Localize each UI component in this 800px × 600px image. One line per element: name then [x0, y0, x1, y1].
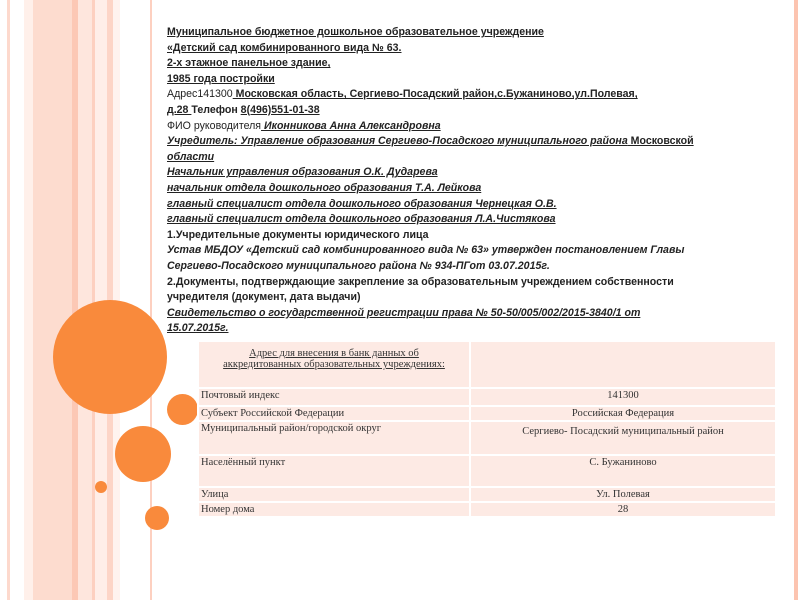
- row-label: Муниципальный район/городской округ: [198, 421, 470, 455]
- row-label: Почтовый индекс: [198, 388, 470, 406]
- decor-circle: [95, 481, 107, 493]
- row-value: С. Бужаниново: [470, 455, 776, 487]
- table-header: Адрес для внесения в банк данных об аккредитованных образовательных учреждениях:: [198, 341, 470, 388]
- decor-circle: [115, 426, 171, 482]
- decor-stripe: [24, 0, 33, 600]
- table-row: [198, 502, 776, 517]
- head-label: ФИО руководителя: [167, 119, 262, 132]
- decor-circle: [145, 506, 169, 530]
- row-label: Населённый пункт: [198, 455, 470, 487]
- certificate-line: Свидетельство о государственной регистрации права № 50-50/005/002/2015-3840/1 от: [167, 306, 641, 319]
- address-house: д.28: [167, 103, 192, 116]
- founder: Учредитель: Управление образования Сергиево-Посадского муниципального района: [167, 135, 628, 148]
- docs-heading-2: 2.Документы, подтверждающие закрепление за образовательным учреждением собственности: [167, 275, 674, 288]
- row-value: 141300: [470, 388, 776, 406]
- table-row: [198, 421, 776, 455]
- org-kindergarten: «Детский сад комбинированного вида № 63.: [167, 41, 402, 54]
- row-label: Субъект Российской Федерации: [198, 406, 470, 421]
- address-value: Московская область, Сергиево-Посадский район,с.Бужаниново,ул.Полевая,: [232, 88, 638, 101]
- address-label: Адрес141300: [167, 88, 233, 101]
- decor-stripe: [78, 0, 92, 600]
- head-name: Иконникова Анна Александровна: [261, 119, 441, 132]
- staff-item: начальник отдела дошкольного образования Т.А. Лейкова: [167, 181, 482, 194]
- docs-heading-1: 1.Учредительные документы юридического лица: [167, 228, 429, 241]
- founder-region: Московской: [627, 135, 694, 148]
- row-value: Ул. Полевая: [470, 487, 776, 502]
- founder-region-cont: области: [167, 150, 215, 163]
- staff-item: главный специалист отдела дошкольного образования Л.А.Чистякова: [167, 213, 556, 226]
- decor-border-right: [794, 0, 798, 600]
- table-row: [198, 406, 776, 421]
- row-label: Номер дома: [198, 502, 470, 517]
- address-table: [197, 340, 777, 518]
- decor-stripe: [7, 0, 10, 600]
- table-row: [198, 455, 776, 487]
- building-type: 2-х этажное панельное здание,: [167, 57, 331, 70]
- table-header-row: [198, 341, 776, 388]
- row-label: Улица: [198, 487, 470, 502]
- org-name: Муниципальное бюджетное дошкольное образовательное учреждение: [167, 26, 544, 38]
- decor-circle: [53, 300, 167, 414]
- phone-label: Телефон: [191, 103, 241, 116]
- staff-item: Начальник управления образования О.К. Дударева: [167, 166, 438, 179]
- row-value: 28: [470, 502, 776, 517]
- decor-stripe: [33, 0, 72, 600]
- staff-item: главный специалист отдела дошкольного образования Чернецкая О.В.: [167, 197, 557, 210]
- charter-line: Сергиево-Посадского муниципального района № 934-ПГот 03.07.2015г.: [167, 259, 550, 272]
- row-value: Сергиево- Посадский муниципальный район: [470, 421, 776, 455]
- certificate-line: 15.07.2015г.: [167, 322, 229, 335]
- docs-heading-2-cont: учредителя (документ, дата выдачи): [167, 291, 361, 304]
- info-text: [167, 25, 787, 337]
- phone-value: 8(496)551-01-38: [240, 103, 320, 116]
- row-value: Российская Федерация: [470, 406, 776, 421]
- build-year: 1985 года постройки: [167, 72, 275, 85]
- decor-circle: [167, 394, 198, 425]
- table-row: [198, 487, 776, 502]
- table-row: [198, 388, 776, 406]
- table-header-empty: [470, 341, 776, 388]
- charter-line: Устав МБДОУ «Детский сад комбинированного вида № 63» утвержден постановлением Главы: [167, 244, 685, 257]
